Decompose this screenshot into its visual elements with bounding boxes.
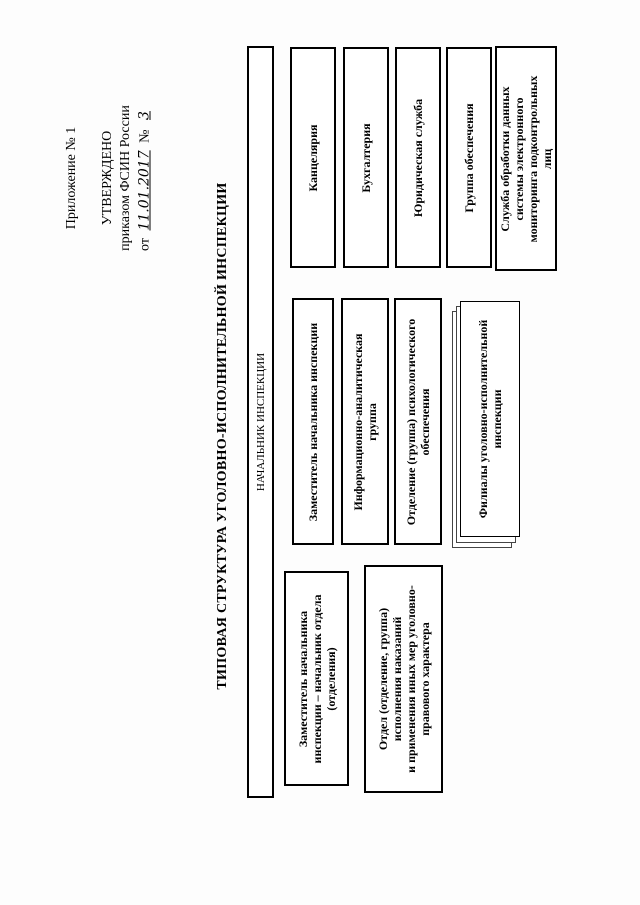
analytics-group-label: Информационно-аналитическая группа (351, 332, 379, 511)
psychology-group-label: Отделение (группа) психологического обеспечения (404, 318, 432, 525)
order-label: приказом ФСИН России (118, 105, 133, 251)
date-line (137, 105, 154, 251)
document-title: ТИПОВАЯ СТРУКТУРА УГОЛОВНО-ИСПОЛНИТЕЛЬНОЙ ИНСПЕКЦИИ (215, 182, 230, 690)
branches-box (460, 301, 520, 537)
chancellery-label: Канцелярия (306, 123, 320, 192)
number-prefix: № (137, 129, 153, 143)
date-prefix: от (137, 238, 153, 251)
monitoring-service-box (495, 46, 557, 271)
support-group-label: Группа обеспечения (462, 102, 476, 213)
monitoring-service-label: Служба обработки данных системы электронного мониторинга подконтрольных лиц (498, 75, 554, 242)
appendix-label: Приложение № 1 (64, 126, 79, 230)
accounting-box (343, 47, 389, 268)
approved-label: УТВЕРЖДЕНО (100, 130, 115, 226)
deputy-head-label: Заместитель начальника инспекции – начальник отдела (отделения) (295, 594, 338, 763)
execution-department-box (364, 565, 443, 793)
execution-department-label: Отдел (отделение, группа) исполнения наказаний и применения иных мер уголовно- правового характера (375, 585, 432, 773)
analytics-group-box (341, 298, 389, 545)
deputy-label: Заместитель начальника инспекции (306, 322, 320, 521)
psychology-group-box (394, 298, 442, 545)
deputy-head-box (284, 571, 349, 786)
legal-service-label: Юридическая служба (411, 98, 425, 217)
support-group-box (446, 47, 492, 268)
chancellery-box (290, 47, 336, 268)
legal-service-box (395, 47, 441, 268)
branches-label: Филиалы уголовно-исполнительной инспекции (476, 319, 504, 519)
date-value: 11.01.2017 (136, 150, 153, 231)
deputy-box (292, 298, 334, 545)
number-value: 3 (136, 111, 153, 120)
head-label: НАЧАЛЬНИК ИНСПЕКЦИИ (254, 352, 267, 492)
head-box (247, 46, 274, 798)
accounting-label: Бухгалтерия (359, 122, 373, 193)
